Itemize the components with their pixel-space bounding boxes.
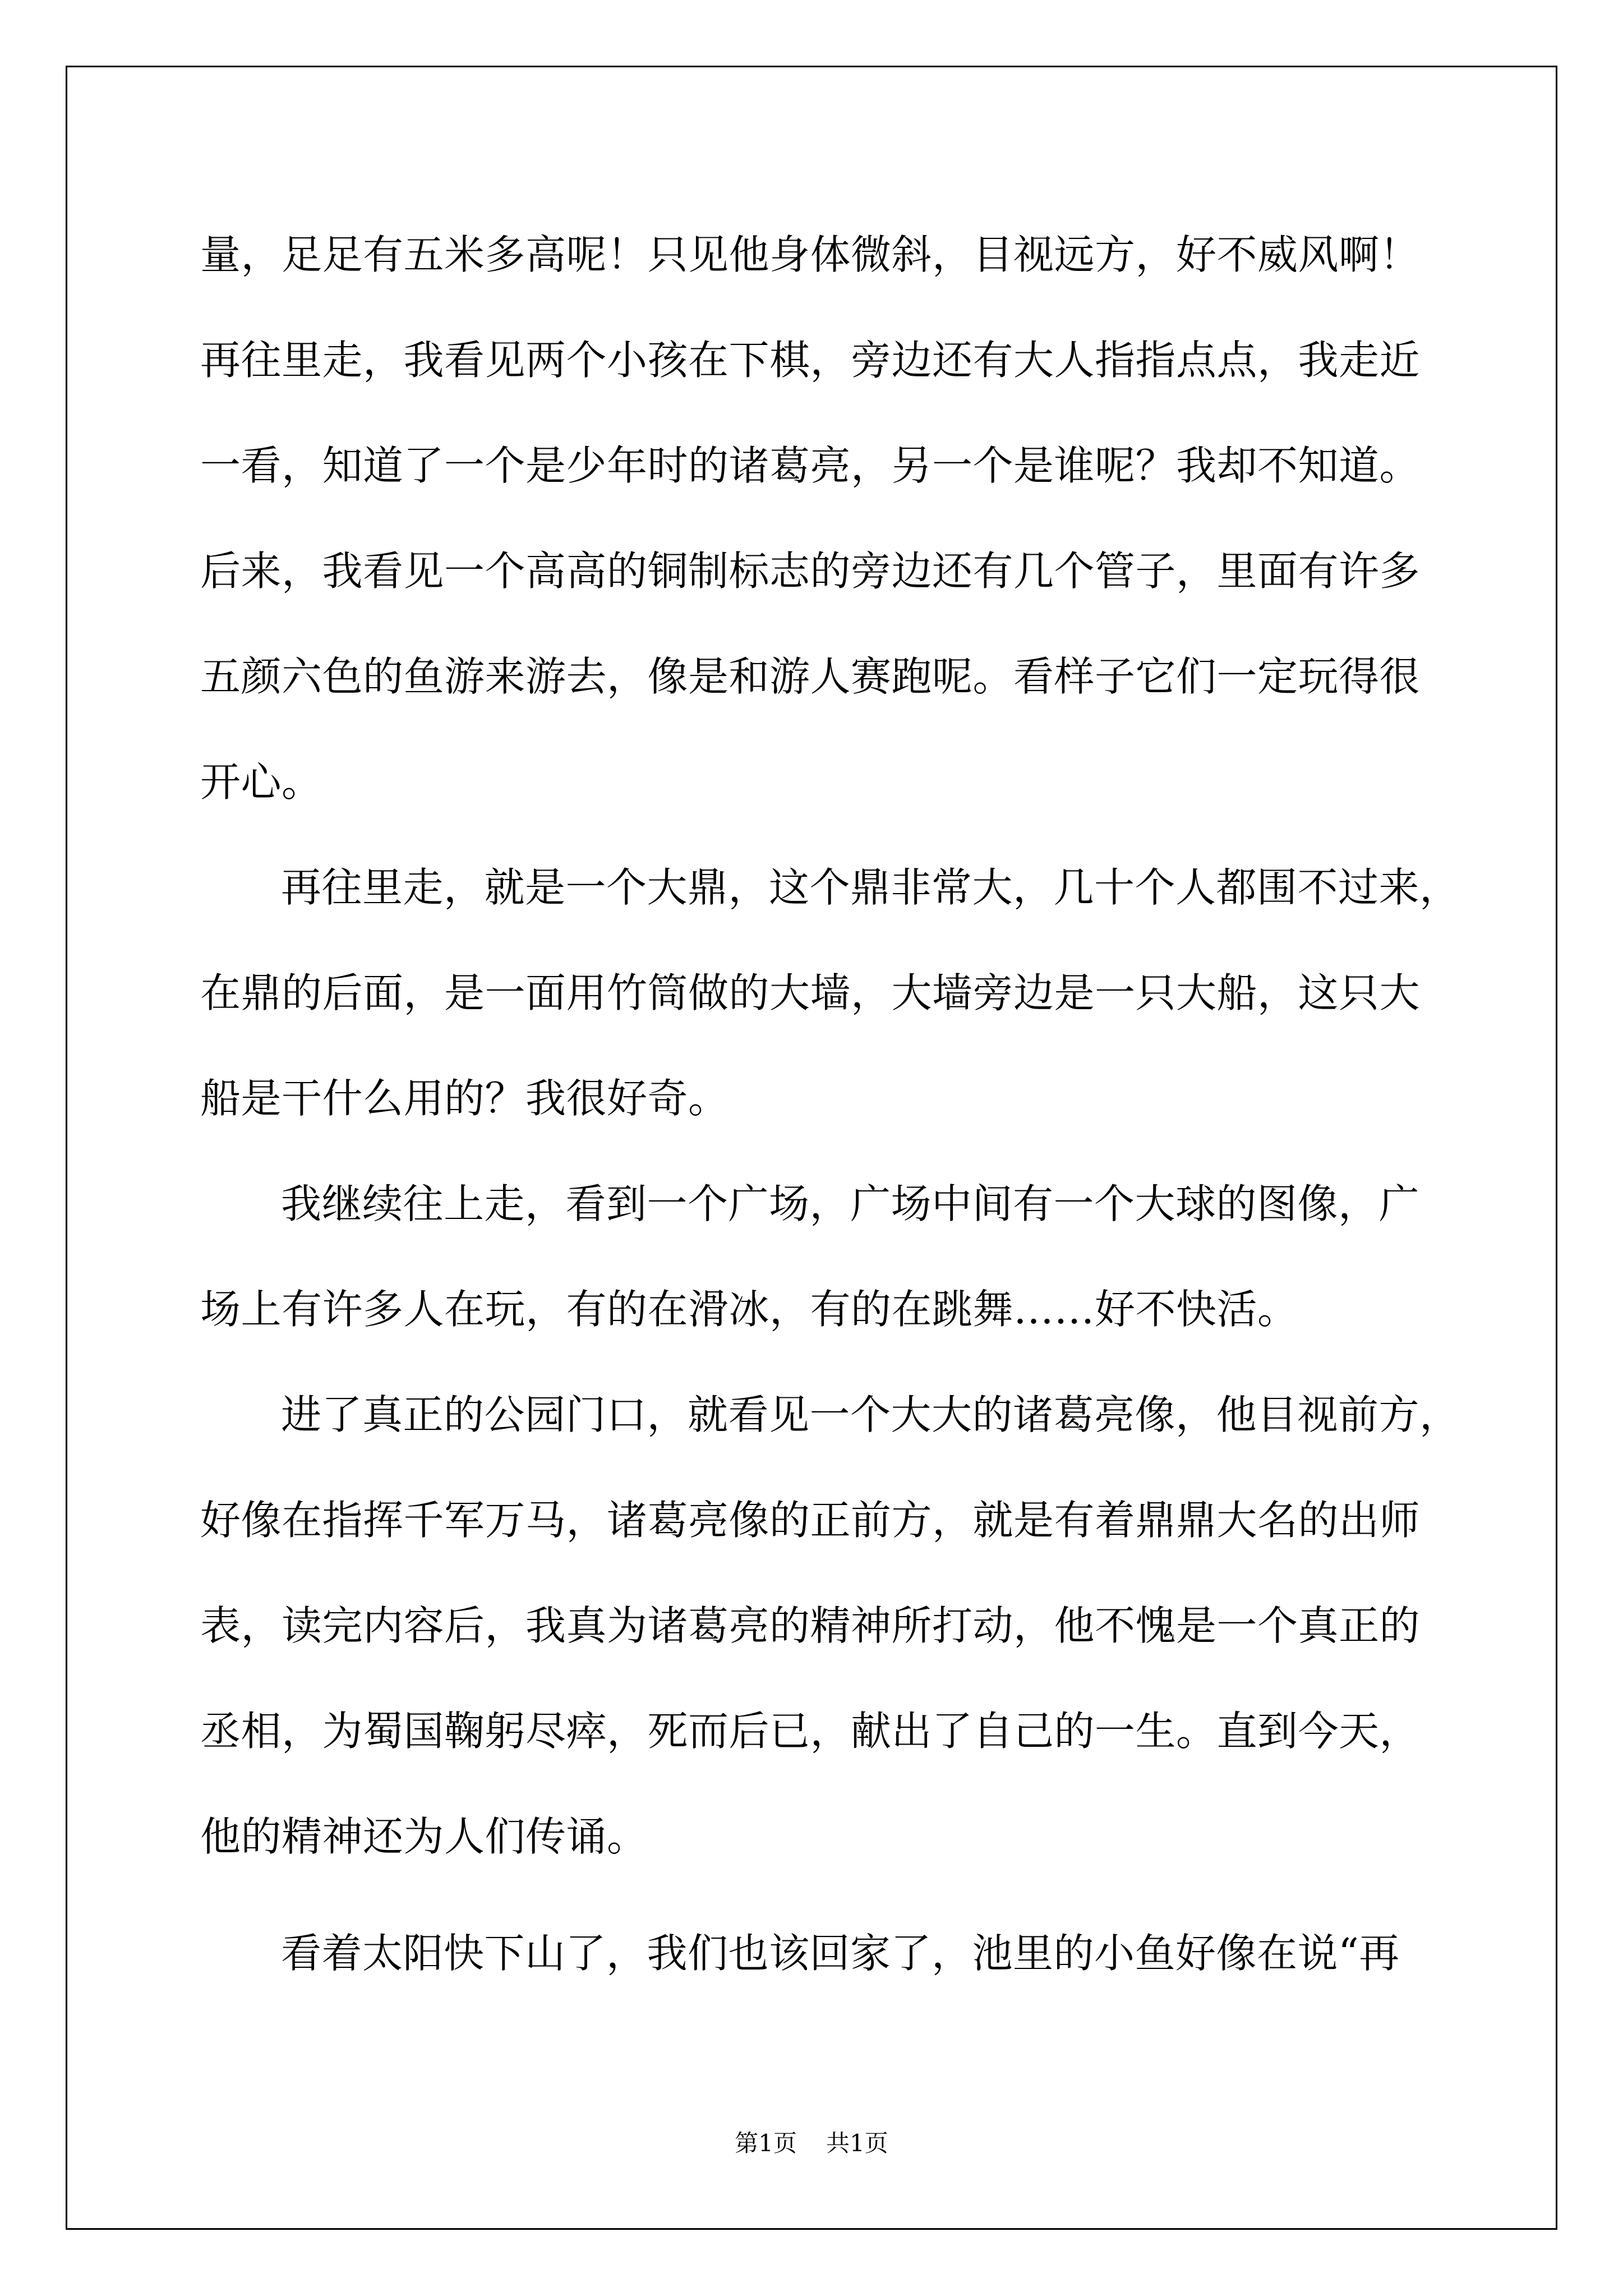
- text-line: 进了真正的公园门口，就看见一个大大的诸葛亮像，他目视前方，: [281, 1391, 1460, 1438]
- page-number: 第1页: [735, 2129, 797, 2157]
- text-line: 丞相，为蜀国鞠躬尽瘁，死而后已，献出了自己的一生。直到今天，: [200, 1708, 1421, 1755]
- text-line: 看着太阳快下山了，我们也该回家了，池里的小鱼好像在说“再: [281, 1930, 1400, 1977]
- text-line: 表，读完内容后，我真为诸葛亮的精神所打动，他不愧是一个真正的: [200, 1602, 1421, 1649]
- text-line: 好像在指挥千军万马，诸葛亮像的正前方，就是有着鼎鼎大名的出师: [200, 1497, 1421, 1544]
- text-line: 再往里走，就是一个大鼎，这个鼎非常大，几十个人都围不过来，: [281, 864, 1460, 911]
- text-line: 船是干什么用的？我很好奇。: [200, 1075, 729, 1122]
- text-line: 五颜六色的鱼游来游去，像是和游人赛跑呢。看样子它们一定玩得很: [200, 653, 1421, 700]
- page-border: [66, 66, 1557, 2230]
- page-footer: [0, 2129, 1623, 2157]
- page-total: 共1页: [826, 2129, 888, 2157]
- text-line: 一看，知道了一个是少年时的诸葛亮，另一个是谁呢？我却不知道。: [200, 442, 1421, 489]
- text-line: 他的精神还为人们传诵。: [200, 1813, 648, 1860]
- text-line: 量，足足有五米多高呢！只见他身体微斜，目视远方，好不威风啊！: [200, 231, 1421, 278]
- text-line: 在鼎的后面，是一面用竹筒做的大墙，大墙旁边是一只大船，这只大: [200, 969, 1421, 1016]
- text-line: 后来，我看见一个高高的铜制标志的旁边还有几个管子，里面有许多: [200, 547, 1421, 595]
- text-line: 再往里走，我看见两个小孩在下棋，旁边还有大人指指点点，我走近: [200, 337, 1421, 384]
- text-line: 场上有许多人在玩，有的在滑冰，有的在跳舞……好不快活。: [200, 1286, 1298, 1333]
- text-line: 开心。: [200, 758, 322, 806]
- text-line: 我继续往上走，看到一个广场，广场中间有一个大球的图像，广: [281, 1180, 1420, 1227]
